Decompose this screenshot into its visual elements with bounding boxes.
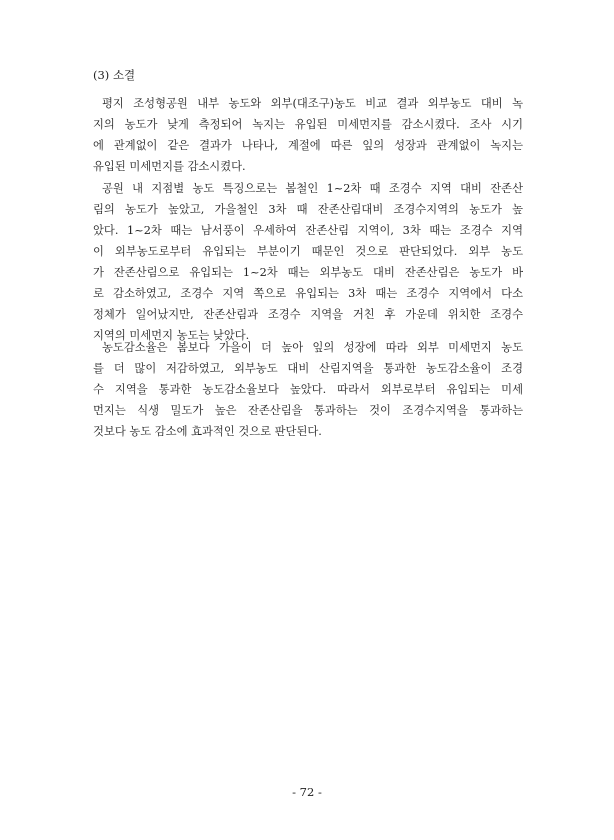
paragraph-line: 림의 농도가 높았고, 가을철인 3차 때 잔존산림대비 조경수지역의 농도가 높 — [93, 203, 523, 216]
paragraph-line: 평지 조성형공원 내부 농도와 외부(대조구)농도 비교 결과 외부농도 대비 녹 — [102, 97, 523, 110]
paragraph-line: 유입된 미세먼지를 감소시켰다. — [93, 160, 246, 173]
paragraph-line: 를 더 많이 저감하였고, 외부농도 대비 산림지역을 통과한 농도감소율이 조경 — [93, 362, 523, 375]
paragraph-line: 았다. 1~2차 때는 남서풍이 우세하여 잔존산림 지역이, 3차 때는 조경수 지역 — [93, 224, 523, 237]
paragraph-line: 것보다 농도 감소에 효과적인 것으로 판단된다. — [93, 425, 322, 438]
paragraph-line: 수 지역을 통과한 농도감소율보다 높았다. 따라서 외부로부터 유입되는 미세 — [93, 383, 523, 396]
paragraph-line: 지역의 미세먼지 농도는 낮았다. — [93, 329, 250, 342]
paragraph-line: 에 관계없이 같은 결과가 나타나, 계절에 따른 잎의 성장과 관계없이 녹지는 — [93, 139, 523, 152]
paragraph-line: 지의 농도가 낮게 측정되어 녹지는 유입된 미세먼지를 감소시켰다. 조사 시기 — [93, 118, 523, 131]
paragraph-2 — [93, 178, 523, 346]
paragraph-line: 이 외부농도로부터 유입되는 부분이기 때문인 것으로 판단되었다. 외부 농도 — [93, 245, 523, 258]
paragraph-line: 농도감소율은 봄보다 가을이 더 높아 잎의 성장에 따라 외부 미세먼지 농도 — [102, 341, 523, 354]
paragraph-1 — [93, 93, 523, 177]
section-heading: (3) 소결 — [93, 68, 136, 82]
paragraph-line: 로 감소하였고, 조경수 지역 쪽으로 유입되는 3차 때는 조경수 지역에서 다소 — [93, 287, 523, 300]
paragraph-line: 먼지는 식생 밀도가 높은 잔존산림을 통과하는 것이 조경수지역을 통과하는 — [93, 404, 523, 417]
paragraph-3 — [93, 337, 523, 442]
page-number: - 72 - — [292, 785, 322, 799]
paragraph-line: 공원 내 지점별 농도 특징으로는 봄철인 1~2차 때 조경수 지역 대비 잔존산 — [102, 182, 523, 195]
paragraph-line: 가 잔존산림으로 유입되는 1~2차 때는 외부농도 대비 잔존산림은 농도가 바 — [93, 266, 523, 279]
paragraph-line: 정체가 일어났지만, 잔존산림과 조경수 지역을 거친 후 가운데 위치한 조경수 — [93, 308, 523, 321]
